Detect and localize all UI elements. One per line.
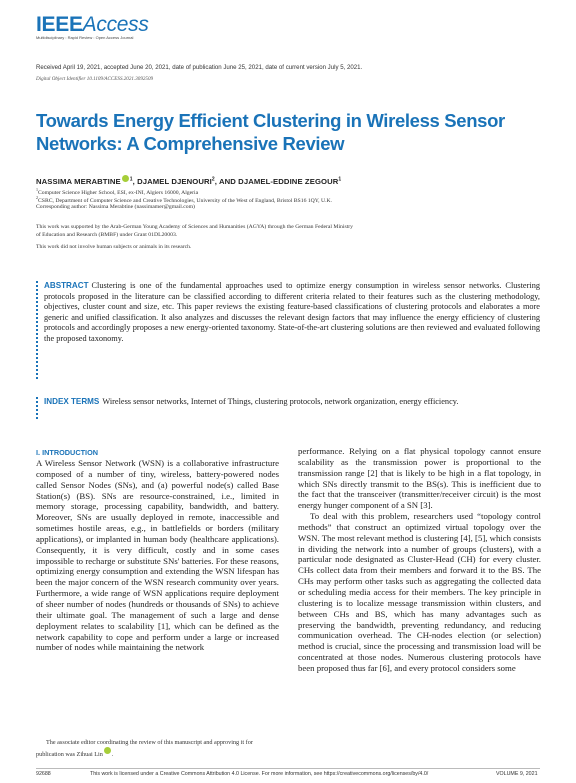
abstract-block (36, 281, 540, 379)
logo-access: Access (82, 13, 149, 36)
funding-line: This work was supported by the Arab-German Young Academy of Sciences and Humanities (AGYA) through the German Federal Ministry (36, 224, 354, 230)
index-terms-block (36, 397, 540, 419)
page-number: 92688 (36, 771, 51, 777)
doi: Digital Object Identifier 10.1109/ACCESS.2021.3092509 (36, 76, 154, 82)
author-name: , AND DJAMEL-EDDINE ZEGOUR (214, 177, 339, 186)
abstract-label: ABSTRACT (44, 281, 89, 290)
logo-ieee: IEEE (36, 13, 83, 36)
publication-dates: Received April 19, 2021, accepted June 20, 2021, date of publication June 25, 2021, date of current version July 5, 2021. (36, 64, 363, 71)
author-affil: 2 (211, 176, 215, 183)
index-terms-label: INDEX TERMS (44, 397, 100, 406)
ethics-statement: This work did not involve human subjects or animals in its research. (36, 244, 192, 250)
index-terms-text: Wireless sensor networks, Internet of Things, clustering protocols, network organization, energy efficiency. (102, 397, 459, 406)
author-affil: 1 (129, 176, 133, 183)
author-list (36, 175, 341, 186)
paragraph: performance. Relying on a flat physical topology cannot ensure scalability as the transmission power is proportional to the transmission range [2] that is likely to be high in a flat topology, in which SNs directly transmit to the BS(s). This is inefficient due to the fact that the transceiver (transmitter/receiver circuit) is the most energy hunger component of a SN [3]. (298, 446, 541, 511)
license-notice[interactable]: This work is licensed under a Creative Commons Attribution 4.0 License. For more information, see https://creativecommons.org/licenses/by/4.0/ (90, 771, 429, 777)
corresponding-author: Corresponding author: Nassima Merabtine (nassimamer@gmail.com) (36, 204, 195, 210)
right-column (298, 446, 541, 674)
journal-tagline: Multidisciplinary : Rapid Review : Open Access Journal (36, 35, 134, 40)
left-column (36, 458, 279, 653)
paper-title: Towards Energy Efficient Clustering in Wireless Sensor Networks: A Comprehensive Review (36, 110, 505, 154)
affiliation-1: $^1$Computer Science Higher School, ESI, ex-INI, Algiers 16000, Algeria (36, 187, 199, 196)
author-name: NASSIMA MERABTINE (36, 177, 121, 186)
author-name: , DJAMEL DJENOURI (132, 177, 212, 186)
volume-info: VOLUME 9, 2021 (496, 771, 538, 777)
author-affil: 1 (338, 176, 342, 183)
orcid-icon[interactable] (122, 175, 129, 182)
editor-footnote: The associate editor coordinating the review of this manuscript and approving it for publication was Zihuai Lin . (36, 739, 253, 758)
affiliation-2: $^2$CSRC, Department of Computer Science and Creative Technologies, University of the West of England, Bristol BS16 1QY, U.K. (36, 195, 333, 204)
abstract-text: Clustering is one of the fundamental approaches used to optimize energy consumption in wireless sensor networks. Clustering protocols proposed in the literature can be classified according to different criteria related to their features such as the clustering methodology, objectives, cluster count and size, etc. This paper reviews the existing feature-based classifications of clustering protocols and elaborates a more generic and unified classification. It also analyzes and discusses the relevant design factors that may influence the energy efficiency of clustering protocols and accordingly proposes a new energy-oriented taxonomy. State-of-the-art clustering solutions are then reviewed and evaluated following the proposed taxonomy. (44, 281, 540, 343)
footer-divider (36, 768, 540, 769)
section-heading: I. INTRODUCTION (36, 448, 99, 457)
paragraph: To deal with this problem, researchers used “topology control methods” that construct an optimized virtual topology over the WSN. The most relevant method is clustering [4], [5], which consists in dividing the network into a number of groups (clusters), with a particular node designated as Cluster-Head (CH) for every cluster. CHs collect data from their members and forward it to the BS. The CHs may perform other tasks such as aggregating the collected data or scheduling media access for their members. The key principle in clustering is to localize message transmission within clusters, and between CHs and BS, which has many advantages such as preserving the bandwidth, preventing redundancy, and reducing communication overhead. The CH-nodes election (or selection) method is crucial, since the processing and transmission load will be concentrated at those nodes. Numerous clustering protocols have been proposed thus far [6], and every protocol considers some (298, 511, 541, 673)
funding-line: of Education and Research (BMBF) under Grant 01DL20003. (36, 232, 178, 238)
paragraph: A Wireless Sensor Network (WSN) is a collaborative infrastructure composed of a number of tiny, wireless, battery-powered nodes called Sensor Nodes (SNs), and (a) powerful node(s) called Base Station(s) (BS). SNs are resource-constrained, i.e., limited in memory storage, processing capability, bandwidth, and battery. Moreover, SNs are usually deployed in remote, inaccessible and sometimes hostile areas, e.g., in battlefields or borders (military applications), or implanted in human body (healthcare applications). Consequently, it is very difficult, costly and in some cases impossible to recharge or substitute SNs' batteries. For these reasons, optimizing energy consumption and extending the WSN lifespan has been the major concern of the WSN research community over years. Furthermore, a wide range of WSN applications require deployment of sheer number of nodes (hundreds or thousands of SNs) to achieve their ultimate goal. The management of such a large and dense deployment relates to scalability [1], which can be defined as the network capability to cope and perform under a large or increased number of nodes while maintaining the network (36, 458, 279, 653)
journal-logo (36, 14, 149, 35)
orcid-icon[interactable] (104, 747, 111, 754)
